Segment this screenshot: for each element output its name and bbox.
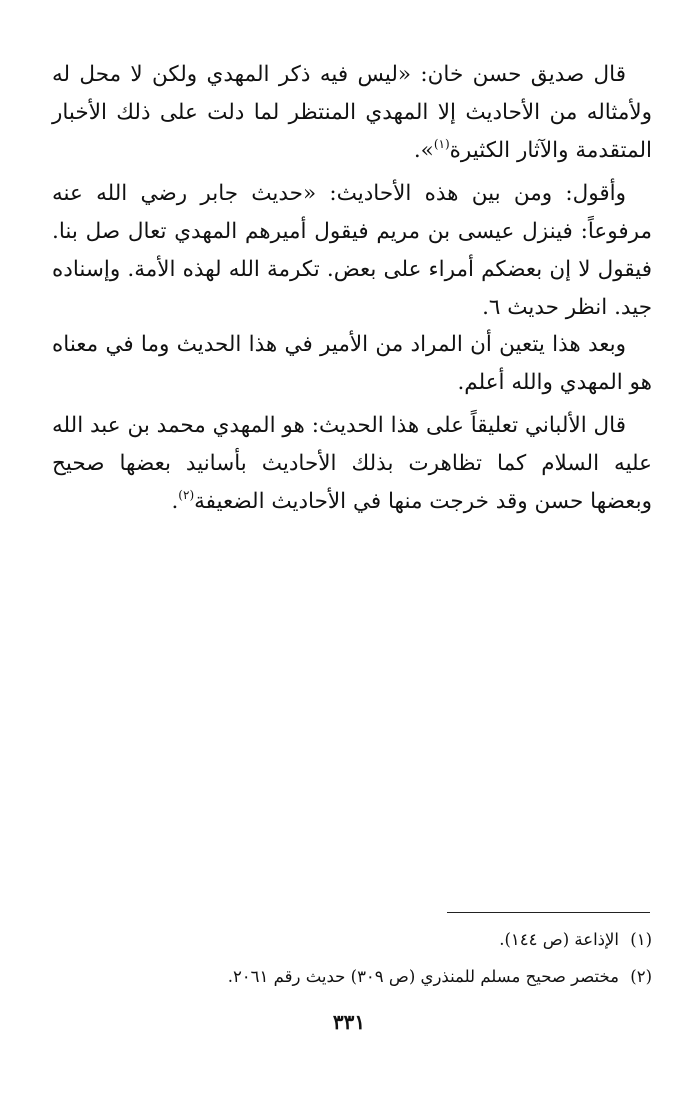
footnote-1-number: (١) [630, 930, 652, 949]
footnote-1-text: الإذاعة (ص ١٤٤). [499, 930, 619, 949]
paragraph-2 [52, 175, 652, 327]
footnote-2 [60, 965, 652, 989]
footnote-2-text: مختصر صحيح مسلم للمنذري (ص ٣٠٩) حديث رقم ٢٠٦١. [227, 967, 619, 986]
footnote-1 [60, 928, 652, 952]
paragraph-4 [52, 407, 652, 521]
paragraph-4-text: قال الألباني تعليقاً على هذا الحديث: هو المهدي محمد بن عبد الله عليه السلام كما تظاهرت بذلك الأحاديث بأسانيد بعضها صحيح وبعضها حسن وقد خرجت منها في الأحاديث الضعيفة [52, 413, 652, 514]
paragraph-1-tail: ». [413, 138, 434, 163]
paragraph-4-tail: . [171, 489, 179, 514]
footnote-ref-2: (٢) [178, 488, 195, 502]
footnote-2-number: (٢) [630, 967, 652, 986]
paragraph-2-text: وأقول: ومن بين هذه الأحاديث: «حديث جابر رضي الله عنه مرفوعاً: فينزل عيسى بن مريم فيقول أميرهم المهدي تعال صل بنا. فيقول لا إن بعضكم أمراء على بعض. تكرمة الله لهذه الأمة. وإسناده جيد. انظر حديث ٦. [52, 181, 652, 320]
footnote-divider [447, 912, 650, 913]
paragraph-1-text: قال صديق حسن خان: «ليس فيه ذكر المهدي ولكن لا محل له ولأمثاله من الأحاديث إلا المهدي المنتظر لما دلت على ذلك الأخبار المتقدمة والآثار الكثيرة [52, 62, 652, 163]
page-number: ٣٣١ [332, 1010, 366, 1034]
paragraph-1 [52, 56, 652, 170]
paragraph-3 [52, 326, 652, 402]
footnote-ref-1: (١) [433, 137, 450, 151]
paragraph-3-text: وبعد هذا يتعين أن المراد من الأمير في هذا الحديث وما في معناه هو المهدي والله أعلم. [52, 332, 652, 395]
